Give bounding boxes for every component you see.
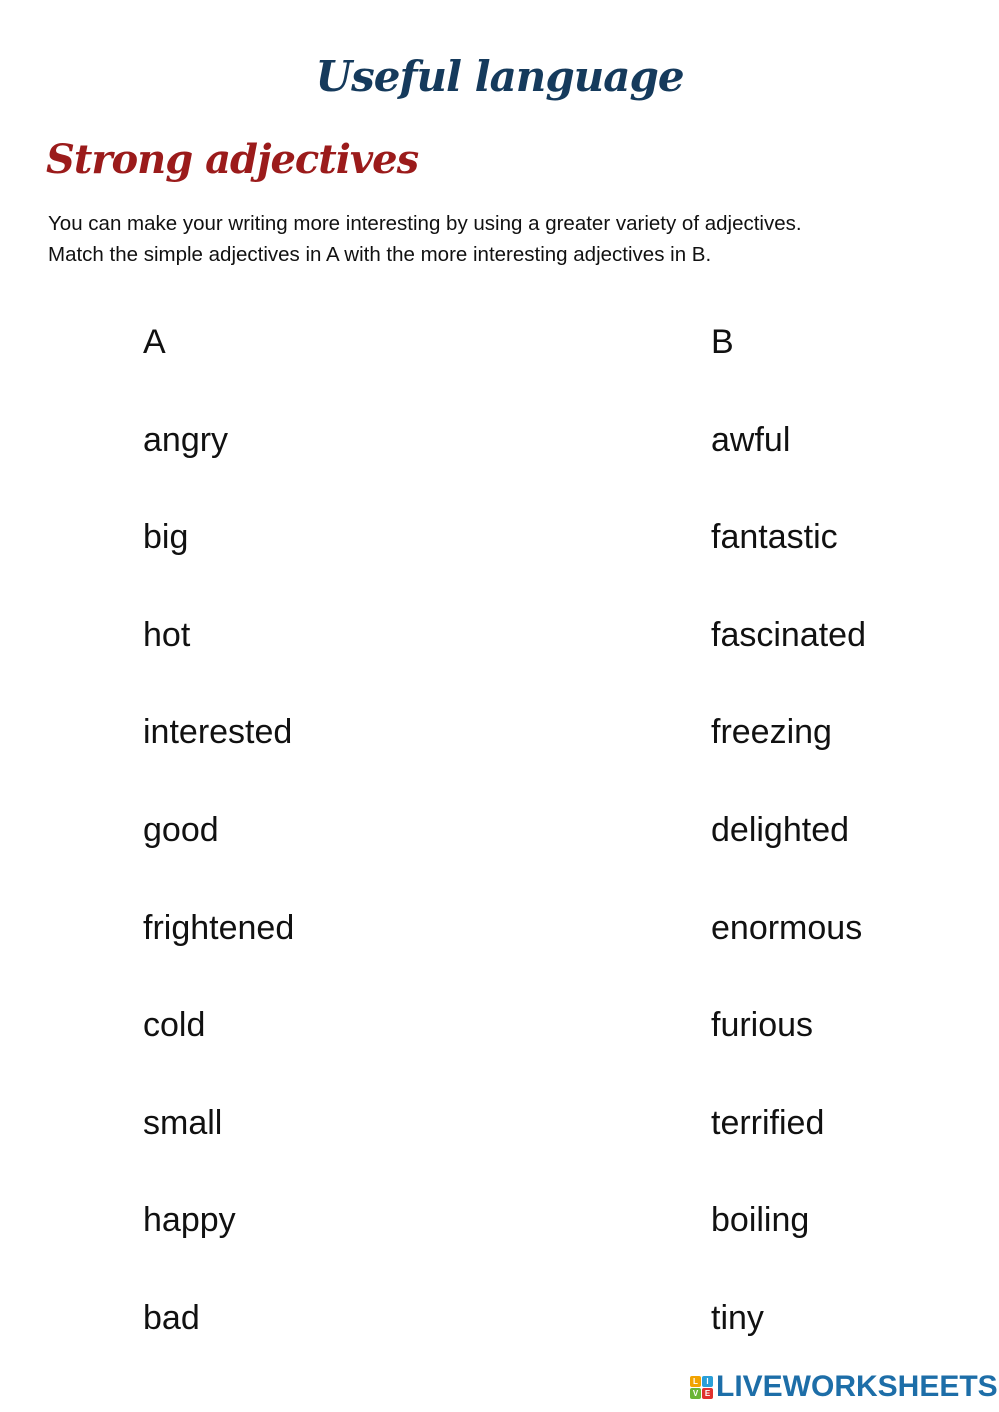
column-a-item[interactable]: cold [143,1006,206,1045]
column-b-item[interactable]: awful [711,420,791,459]
column-a [143,318,294,1392]
column-b-item[interactable]: terrified [711,1103,825,1142]
logo-letter: E [702,1388,713,1399]
column-b-item[interactable]: freezing [711,713,832,752]
instruction-line: Match the simple adjectives in A with the more interesting adjectives in B. [48,243,712,266]
instruction-line: You can make your writing more interesting by using a greater variety of adjectives. [48,212,802,235]
logo-letter: V [690,1388,701,1399]
column-a-item[interactable]: good [143,810,219,849]
column-b-item[interactable]: delighted [711,810,850,849]
section-title: Strong adjectives [46,136,419,183]
column-a-heading: A [143,323,166,361]
column-b-item[interactable]: fascinated [711,615,866,654]
column-b-heading: B [711,323,734,361]
column-a-item[interactable]: happy [143,1201,236,1240]
logo-letter: I [702,1376,713,1387]
column-b-item[interactable]: furious [711,1006,814,1045]
column-a-item[interactable]: hot [143,615,191,654]
column-b-item[interactable]: tiny [711,1298,764,1337]
column-a-item[interactable]: small [143,1103,223,1142]
liveworksheets-logo [690,1370,998,1404]
column-b-item[interactable]: enormous [711,908,863,947]
column-a-item[interactable]: bad [143,1298,200,1337]
column-a-item[interactable]: big [143,518,189,557]
column-b [711,318,866,1392]
column-a-item[interactable]: interested [143,713,293,752]
logo-text: LIVEWORKSHEETS [716,1370,998,1403]
page-title: Useful language [315,52,684,101]
column-b-item[interactable]: fantastic [711,518,838,557]
instructions [48,208,968,270]
logo-letter: L [690,1376,701,1387]
column-a-item[interactable]: frightened [143,908,295,947]
liveworksheets-logo-icon [690,1376,713,1399]
column-b-item[interactable]: boiling [711,1201,810,1240]
column-a-item[interactable]: angry [143,420,229,459]
